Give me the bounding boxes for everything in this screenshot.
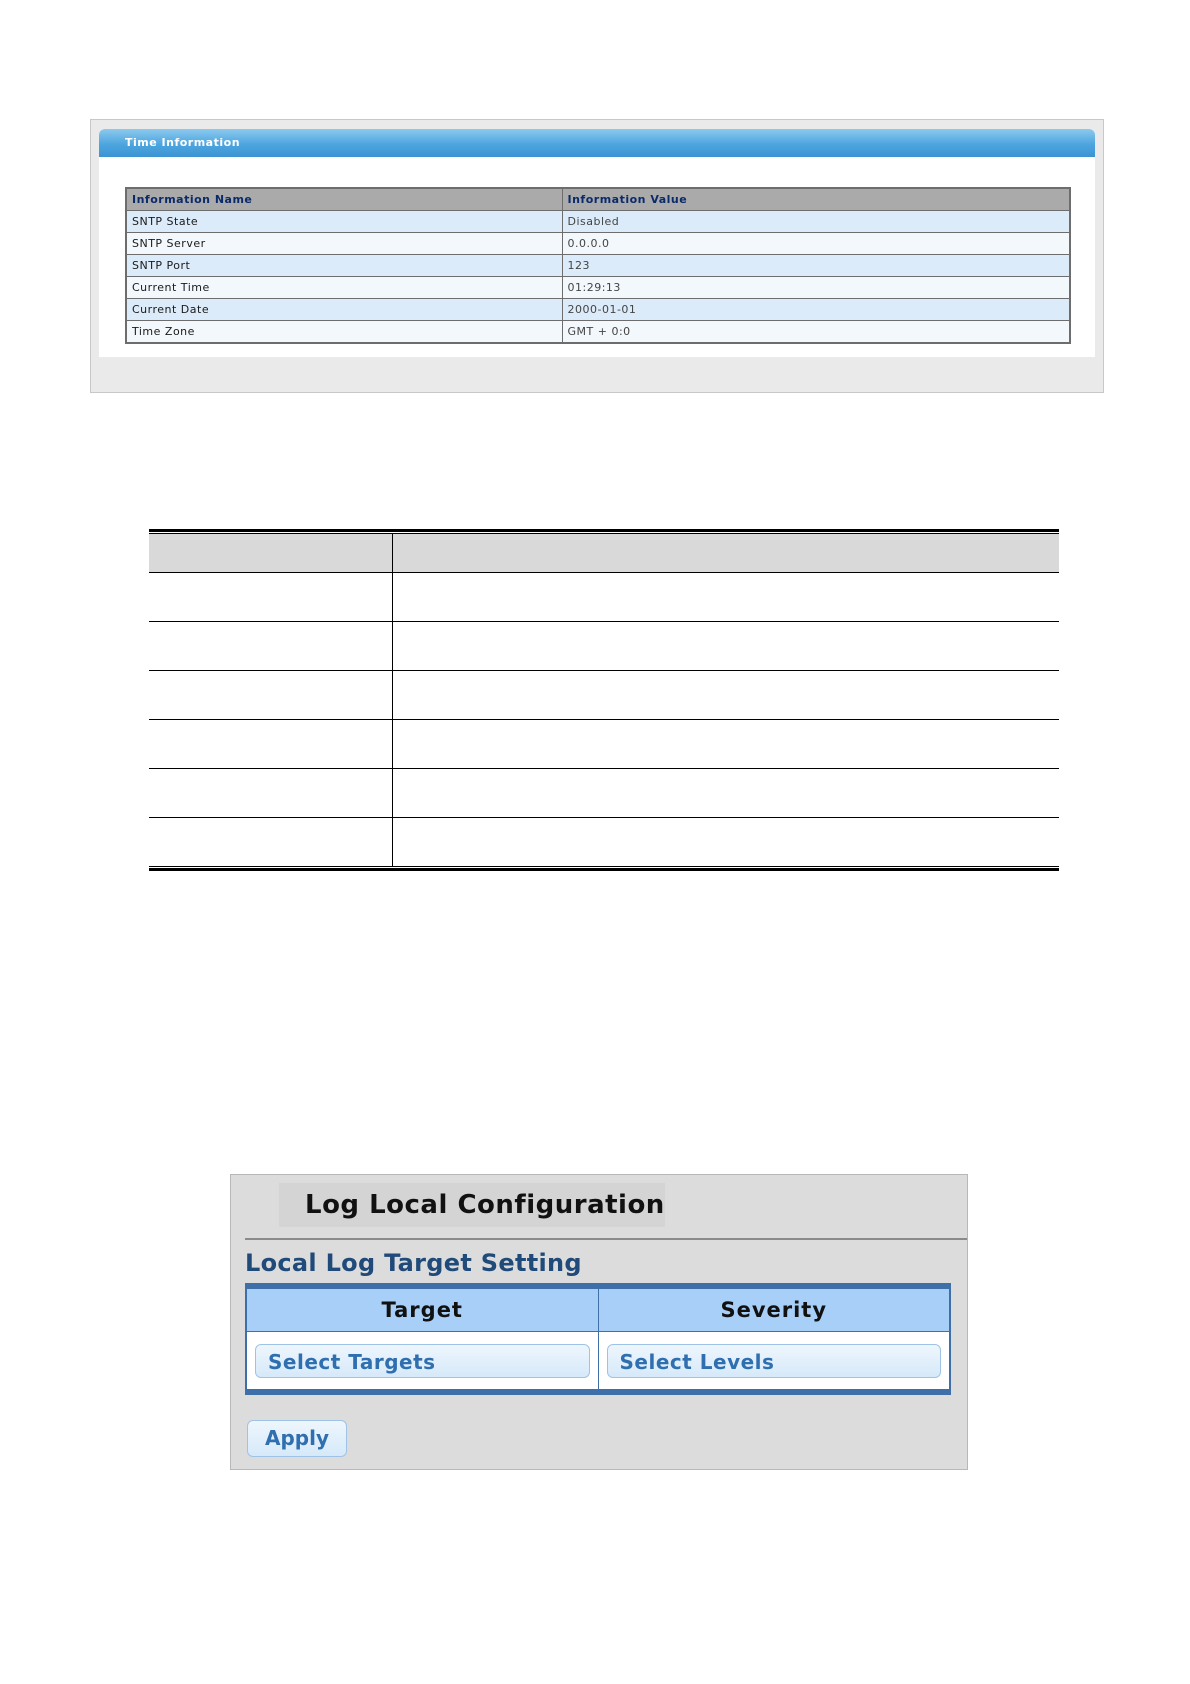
log-target-table	[245, 1283, 951, 1395]
table-cell	[149, 671, 393, 719]
table-top-rule	[149, 529, 1059, 532]
info-name: Current Date	[126, 299, 562, 321]
column-header-information-value: Information Value	[562, 188, 1070, 211]
table-cell	[149, 573, 393, 621]
severity-cell	[598, 1332, 952, 1389]
info-name: Current Time	[126, 277, 562, 299]
info-name: SNTP Server	[126, 233, 562, 255]
table-row	[245, 1332, 951, 1389]
info-value: GMT + 0:0	[562, 321, 1070, 344]
table-row	[126, 299, 1070, 321]
table-row	[126, 277, 1070, 299]
info-value: 123	[562, 255, 1070, 277]
info-name: Time Zone	[126, 321, 562, 344]
page-title: Log Local Configuration	[305, 1190, 665, 1220]
time-information-panel	[99, 129, 1095, 385]
table-header-row	[245, 1289, 951, 1332]
title-divider	[245, 1238, 967, 1240]
time-information-table	[125, 187, 1071, 344]
table-row	[149, 670, 1059, 719]
log-local-configuration-screenshot	[230, 1174, 968, 1470]
select-targets-button[interactable]: Select Targets	[255, 1344, 590, 1378]
panel-title: Time Information	[99, 129, 1095, 157]
table-bottom-rule	[149, 868, 1059, 871]
table-cell	[149, 720, 393, 768]
table-bottom-rule-thin	[149, 866, 1059, 867]
column-header-target: Target	[245, 1289, 598, 1331]
table-row	[149, 621, 1059, 670]
table-row	[149, 572, 1059, 621]
table-row	[149, 719, 1059, 768]
table-header-row	[126, 188, 1070, 211]
column-header-severity: Severity	[598, 1289, 952, 1331]
panel-footer	[99, 357, 1095, 385]
info-value: 2000-01-01	[562, 299, 1070, 321]
time-information-screenshot	[90, 119, 1104, 393]
table-row	[126, 233, 1070, 255]
table-row	[126, 211, 1070, 233]
table-row	[126, 255, 1070, 277]
column-header-information-name: Information Name	[126, 188, 562, 211]
table-row	[126, 321, 1070, 344]
info-value: Disabled	[562, 211, 1070, 233]
table-header-row	[149, 534, 1059, 572]
table-cell	[149, 818, 393, 866]
info-name: SNTP Port	[126, 255, 562, 277]
description-table	[149, 529, 1059, 871]
log-target-table-inner	[245, 1289, 951, 1389]
table-cell	[149, 622, 393, 670]
info-value: 0.0.0.0	[562, 233, 1070, 255]
info-name: SNTP State	[126, 211, 562, 233]
apply-button[interactable]: Apply	[247, 1420, 347, 1457]
header-cell	[149, 534, 393, 572]
target-cell	[245, 1332, 598, 1389]
section-title: Local Log Target Setting	[245, 1249, 582, 1277]
table-row	[149, 768, 1059, 817]
table-row	[149, 817, 1059, 866]
select-levels-button[interactable]: Select Levels	[607, 1344, 942, 1378]
info-value: 01:29:13	[562, 277, 1070, 299]
table-cell	[149, 769, 393, 817]
